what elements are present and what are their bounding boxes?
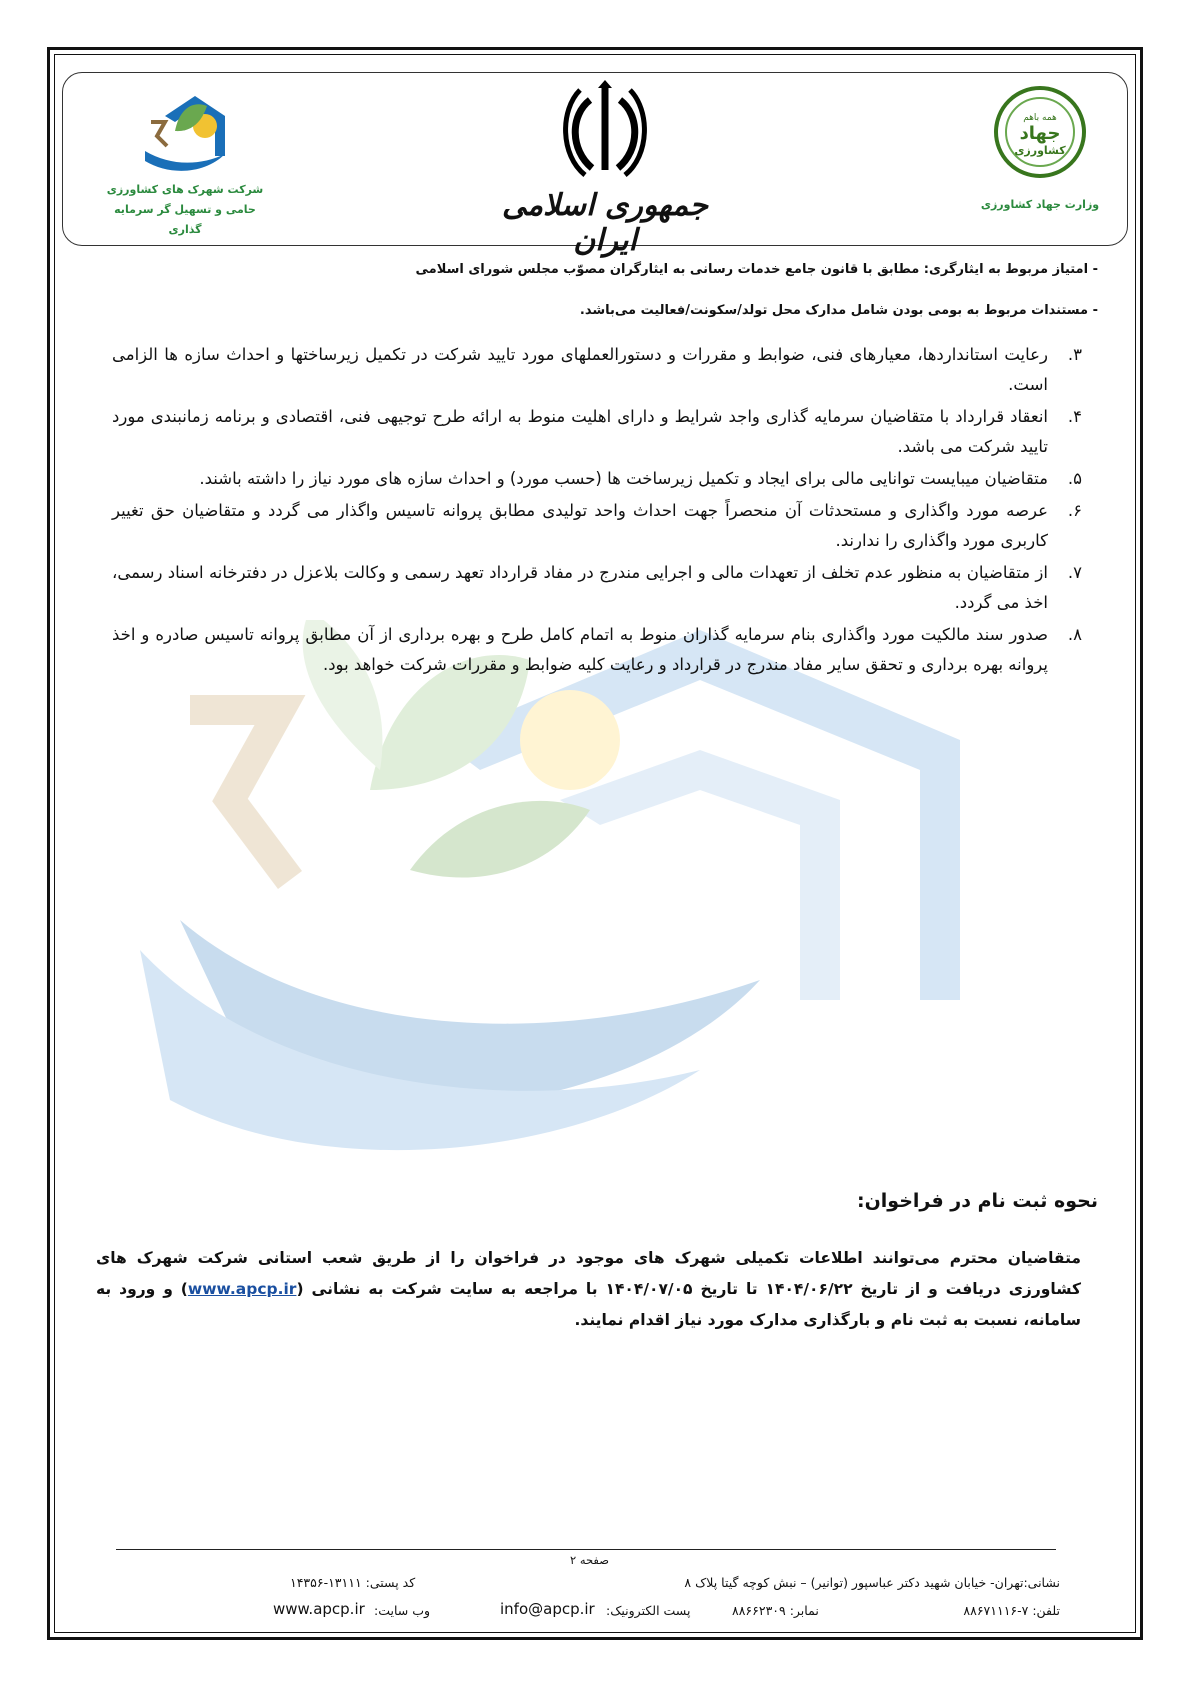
footer-divider — [116, 1549, 1056, 1550]
iran-emblem-icon — [560, 80, 650, 180]
watermark-logo — [140, 620, 1040, 1180]
registration-site-link[interactable]: www.apcp.ir — [187, 1280, 297, 1298]
left-logo-caption-1: شرکت شهرک های کشاورزی — [106, 183, 264, 196]
item-text: انعقاد قرارداد با متقاضیان سرمایه گذاری واجد شرایط و دارای اهلیت منوط به ارائه طرح توجیهی فنی، اقتصادی و برنامه زمانبندی مورد تایید شرکت می باشد. — [112, 407, 1048, 456]
agricultural-parks-company-logo — [100, 86, 270, 236]
iran-emblem — [490, 80, 720, 258]
list-item — [112, 620, 1082, 680]
jahad-keshavarzi-logo-icon — [992, 84, 1088, 180]
footer-phone: تلفن: ۷-۸۸۶۷۱۱۱۶ — [963, 1603, 1060, 1618]
right-logo-top-text: همه باهم — [1023, 113, 1057, 123]
footer-postal-code: کد پستی: ۱۳۱۱۱-۱۴۳۵۶ — [290, 1575, 416, 1590]
item-text: متقاضیان میبایست توانایی مالی برای ایجاد و تکمیل زیرساخت ها (حسب مورد) و احداث سازه های مورد نیاز را داشته باشند. — [199, 469, 1048, 488]
list-item — [112, 464, 1082, 494]
item-number: ۸. — [1067, 625, 1082, 644]
item-text: عرصه مورد واگذاری و مستحدثات آن منحصراً جهت احداث واحد تولیدی مطابق پروانه تاسیس واگذار می گردد و متقاضیان حق تغییر کاربری مورد واگذاری را ندارند. — [112, 501, 1048, 550]
left-logo-caption-2: حامی و تسهیل گر سرمایه گذاری — [114, 203, 256, 236]
registration-text-2: ) و ورود به سامانه، نسبت به ثبت نام و بارگذاری مدارک مورد نیاز اقدام نمایند. — [96, 1280, 1081, 1329]
item-number: ۷. — [1067, 563, 1082, 582]
center-title: جمهوری اسلامی ایران — [501, 188, 709, 258]
list-item — [112, 558, 1082, 618]
item-number: ۳. — [1067, 345, 1082, 364]
note-veterans-score: - امتیاز مربوط به ایثارگری: مطابق با قانون جامع خدمات رسانی به ایثارگران مصوّب مجلس شورای اسلامی — [415, 262, 1098, 277]
list-item — [112, 402, 1082, 462]
note-native-documents: - مستندات مربوط به بومی بودن شامل مدارک محل تولد/سکونت/فعالیت می‌باشد. — [579, 303, 1098, 318]
agri-parks-logo-icon — [135, 86, 235, 176]
item-text: رعایت استانداردها، معیارهای فنی، ضوابط و مقررات و دستورالعملهای مورد تایید شرکت در تکمیل زیرساختها و احداث سازه ها الزامی است. — [112, 345, 1048, 394]
footer-website-label: وب سایت: — [374, 1603, 431, 1618]
list-item — [112, 340, 1082, 400]
footer-website[interactable]: www.apcp.ir — [273, 1600, 365, 1618]
footer-email[interactable]: info@apcp.ir — [500, 1600, 595, 1618]
registration-heading: نحوه ثبت نام در فراخوان: — [856, 1190, 1098, 1212]
footer-address: نشانی:تهران- خیابان شهید دکتر عباسپور (توانیر) – نبش کوچه گیتا پلاک ۸ — [684, 1575, 1060, 1590]
footer-email-label: پست الکترونیک: — [606, 1603, 691, 1618]
list-item — [112, 496, 1082, 556]
ministry-agriculture-logo — [975, 84, 1105, 234]
right-logo-sub-text: کشاورزی — [1014, 144, 1066, 157]
footer-fax: نمابر: ۸۸۶۶۲۳۰۹ — [732, 1603, 819, 1618]
right-logo-main-text: جهاد — [1019, 123, 1061, 144]
conditions-list — [112, 340, 1082, 682]
registration-text-1: متقاضیان محترم می‌توانند اطلاعات تکمیلی شهرک های موجود در فراخوان را از طریق شعب استانی شرکت شهرک های کشاورزی دریافت و از تاریخ ۱۴۰۴/۰۶/۲۲ تا تاریخ ۱۴۰۴/۰۷/۰۵ با مراجعه به سایت شرکت به نشانی ( — [96, 1249, 1082, 1298]
page-number: صفحه ۲ — [570, 1553, 610, 1567]
item-text: صدور سند مالکیت مورد واگذاری بنام سرمایه گذاران منوط به اتمام کامل طرح و بهره برداری از آن مطابق پروانه تاسیس صادره و اخذ پروانه بهره برداری و تحقق سایر مفاد مندرج در قرارداد و رعایت کلیه ضوابط و مقررات شرکت خواهد بود. — [112, 625, 1048, 674]
item-number: ۶. — [1067, 501, 1082, 520]
item-number: ۴. — [1067, 407, 1082, 426]
item-number: ۵. — [1067, 469, 1082, 488]
registration-body — [96, 1243, 1081, 1336]
item-text: از متقاضیان به منظور عدم تخلف از تعهدات مالی و اجرایی مندرج در مفاد قرارداد تعهد رسمی و وکالت بلاعزل در دفترخانه اسناد رسمی، اخذ می گردد. — [112, 563, 1048, 612]
right-logo-caption: وزارت جهاد کشاورزی — [980, 198, 1100, 211]
